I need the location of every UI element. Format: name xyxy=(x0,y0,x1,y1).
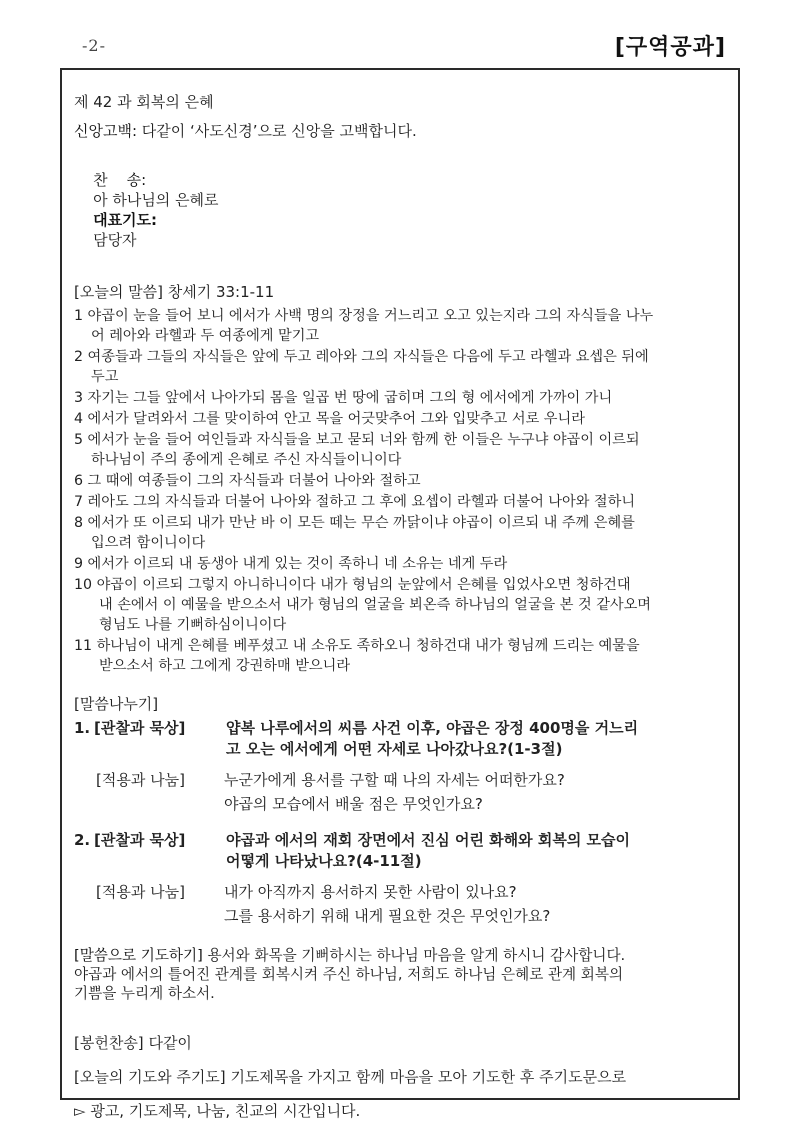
offering-text: 다같이 xyxy=(148,1034,192,1052)
prayer-line xyxy=(74,946,734,965)
prayer-line: 기쁨을 누리게 하소서. xyxy=(74,985,215,1002)
verse xyxy=(74,636,734,676)
question-line xyxy=(74,718,734,760)
discussion-heading: [말씀나누기] xyxy=(74,695,159,713)
lesson-title: 제 42 과 회복의 은혜 xyxy=(74,93,214,111)
verse xyxy=(74,430,734,470)
passage-reference: 창세기 33:1-11 xyxy=(167,283,275,301)
prayer-rep-label: 대표기도: xyxy=(93,211,158,229)
apply-text xyxy=(224,768,734,816)
question-text-line: 야곱과 에서의 재회 장면에서 진심 어린 화해와 회복의 모습이 xyxy=(226,831,631,849)
verse-number: 3 xyxy=(74,390,84,406)
question-line xyxy=(74,830,734,872)
verse-text-cont: 두고 xyxy=(91,369,119,385)
notice-row xyxy=(74,1101,734,1121)
prayer-section xyxy=(74,946,734,1003)
prayer-label: [말씀으로 기도하기] xyxy=(74,947,203,964)
today-prayer-label: [오늘의 기도와 주기도] xyxy=(74,1068,226,1086)
hymn-row xyxy=(74,150,734,270)
verse-text: 하나님이 내게 은혜를 베푸셨고 내 소유도 족하오니 청하건대 내가 형님께 드리는 예물을 xyxy=(96,638,640,654)
verse-number: 9 xyxy=(74,556,84,572)
question-block xyxy=(74,718,734,816)
confession-row xyxy=(74,121,734,141)
confession-label: 신앙고백: xyxy=(74,122,138,140)
verse-text: 에서가 달려와서 그를 맞이하여 안고 목을 어긋맞추어 그와 입맞추고 서로 우니라 xyxy=(87,411,585,427)
verse-text: 여종들과 그들의 자식들은 앞에 두고 레아와 그의 자식들은 다음에 두고 라헬과 요셉은 뒤에 xyxy=(87,349,649,365)
section-tag: [구역공과] xyxy=(614,35,726,60)
verse xyxy=(74,306,734,346)
verse-text-cont: 받으소서 하고 그에게 강권하매 받으니라 xyxy=(99,658,351,674)
hymn-label: 찬 송: xyxy=(93,171,147,189)
verse xyxy=(74,471,734,491)
verse-text-cont: 어 레아와 라헬과 두 여종에게 맡기고 xyxy=(91,328,320,344)
content xyxy=(74,92,734,1135)
verse-text-cont: 형님도 나를 기뻐하심이니이다 xyxy=(99,617,287,633)
apply-text-line: 누군가에게 용서를 구할 때 나의 자세는 어떠한가요? xyxy=(224,771,565,789)
notice-arrow-icon: ▻ xyxy=(74,1102,86,1120)
question-text xyxy=(226,830,734,872)
verse-number: 6 xyxy=(74,473,84,489)
verse xyxy=(74,513,734,553)
prayer-line: 야곱과 에서의 틀어진 관계를 회복시켜 주신 하나님, 저희도 하나님 은혜로 관계 회복의 xyxy=(74,966,624,983)
apply-tag: [적용과 나눔] xyxy=(96,883,185,901)
verse-number: 7 xyxy=(74,494,84,510)
offering-row xyxy=(74,1033,734,1053)
question-block xyxy=(74,830,734,928)
apply-text-line: 내가 아직까지 용서하지 못한 사람이 있나요? xyxy=(224,883,517,901)
verse-number: 8 xyxy=(74,515,84,531)
prayer-text: 용서와 화목을 기뻐하시는 하나님 마음을 알게 하시니 감사합니다. xyxy=(207,947,626,964)
verse-number: 4 xyxy=(74,411,84,427)
verse-number: 1 xyxy=(74,308,84,324)
verse xyxy=(74,575,734,635)
question-number: 2. xyxy=(74,831,91,849)
passage-label: [오늘의 말씀] xyxy=(74,283,163,301)
verse-number: 5 xyxy=(74,432,84,448)
notice-text: 광고, 기도제목, 나눔, 친교의 시간입니다. xyxy=(90,1102,361,1120)
verse-text: 에서가 또 이르되 내가 만난 바 이 모든 떼는 무슨 까닭이냐 야곱이 이르되 내 주께 은혜를 xyxy=(87,515,635,531)
apply-tag: [적용과 나눔] xyxy=(96,771,185,789)
apply-row xyxy=(74,880,734,928)
verse-text-cont: 하나님이 주의 종에게 은혜로 주신 자식들이니이다 xyxy=(91,452,402,468)
verse-text-cont: 내 손에서 이 예물을 받으소서 내가 형님의 얼굴을 뵈온즉 하나님의 얼굴을 본 것 같사오며 xyxy=(99,597,652,613)
question-text-line: 고 오는 에서에게 어떤 자세로 나아갔나요?(1-3절) xyxy=(226,740,563,758)
verse xyxy=(74,492,734,512)
question-number: 1. xyxy=(74,719,91,737)
question-tag: [관찰과 묵상] xyxy=(94,719,186,737)
verse-number: 10 xyxy=(74,577,93,593)
verse xyxy=(74,347,734,387)
verse-text: 야곱이 눈을 들어 보니 에서가 사백 명의 장정을 거느리고 오고 있는지라 그의 자식들을 나누 xyxy=(87,308,654,324)
verse-text: 에서가 이르되 내 동생아 내게 있는 것이 족하니 네 소유는 네게 두라 xyxy=(87,556,508,572)
verse-text: 야곱이 이르되 그렇지 아니하니이다 내가 형님의 눈앞에서 은혜를 입었사오면 청하건대 xyxy=(96,577,631,593)
verse-text: 레아도 그의 자식들과 더불어 나아와 절하고 그 후에 요셉이 라헬과 더불어 나아와 절하니 xyxy=(87,494,636,510)
apply-text xyxy=(224,880,734,928)
verse xyxy=(74,409,734,429)
verse xyxy=(74,388,734,408)
verse-number: 2 xyxy=(74,349,84,365)
prayer-rep-text: 담당자 xyxy=(93,231,137,249)
question-text xyxy=(226,718,734,760)
hymn-text: 아 하나님의 은혜로 xyxy=(93,191,219,209)
apply-row xyxy=(74,768,734,816)
apply-text-line: 그를 용서하기 위해 내게 필요한 것은 무엇인가요? xyxy=(224,907,551,925)
verse-text: 자기는 그들 앞에서 나아가되 몸을 일곱 번 땅에 굽히며 그의 형 에서에게 가까이 가니 xyxy=(87,390,613,406)
question-text-line: 어떻게 나타났나요?(4-11절) xyxy=(226,852,422,870)
verse-list xyxy=(74,306,734,676)
today-prayer-row xyxy=(74,1067,734,1087)
closing-section xyxy=(74,1033,734,1121)
confession-text: 다같이 ‘사도신경’으로 신앙을 고백합니다. xyxy=(141,122,417,140)
offering-label: [봉헌찬송] xyxy=(74,1034,144,1052)
verse-number: 11 xyxy=(74,638,93,654)
verse-text-cont: 입으려 함이니이다 xyxy=(91,535,206,551)
passage-heading xyxy=(74,282,734,302)
today-prayer-text: 기도제목을 가지고 함께 마음을 모아 기도한 후 주기도문으로 xyxy=(230,1068,627,1086)
apply-text-line: 야곱의 모습에서 배울 점은 무엇인가요? xyxy=(224,795,483,813)
question-text-line: 얍복 나루에서의 씨름 사건 이후, 야곱은 장정 400명을 거느리 xyxy=(226,719,639,737)
verse xyxy=(74,554,734,574)
question-tag: [관찰과 묵상] xyxy=(94,831,186,849)
verse-text: 에서가 눈을 들어 여인들과 자식들을 보고 묻되 너와 함께 한 이들은 누구냐 야곱이 이르되 xyxy=(87,432,640,448)
verse-text: 그 때에 여종들이 그의 자식들과 더불어 나아와 절하고 xyxy=(87,473,421,489)
page-number: -2- xyxy=(82,36,106,55)
